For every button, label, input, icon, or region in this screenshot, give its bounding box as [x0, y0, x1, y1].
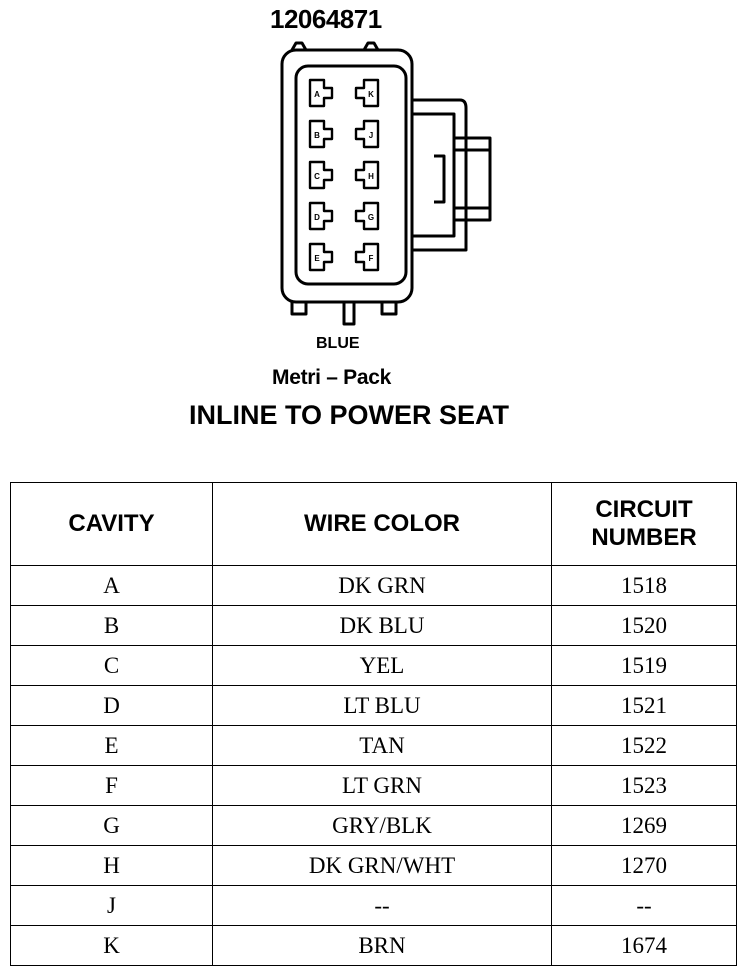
cell-circuit-number: 1523: [552, 766, 737, 806]
cell-circuit-number: 1521: [552, 686, 737, 726]
cell-circuit-number: 1270: [552, 846, 737, 886]
cavity-k: [356, 80, 378, 106]
header-cavity: CAVITY: [11, 483, 213, 566]
cavity-label: A: [314, 90, 320, 99]
header-circuit-line1: CIRCUIT: [595, 496, 693, 523]
cell-wire-color: LT GRN: [213, 766, 552, 806]
cell-wire-color: YEL: [213, 646, 552, 686]
table-row: [11, 646, 737, 686]
cavity-j: [356, 121, 378, 147]
bottom-foot-right: [382, 302, 396, 314]
bottom-key: [344, 302, 354, 324]
bottom-foot-left: [292, 302, 306, 314]
table-row: [11, 846, 737, 886]
cell-circuit-number: 1519: [552, 646, 737, 686]
cell-circuit-number: 1520: [552, 606, 737, 646]
header-circuit-line2: NUMBER: [591, 524, 697, 551]
cavity-d: [310, 203, 332, 229]
cell-cavity: K: [11, 926, 213, 966]
cell-circuit-number: 1269: [552, 806, 737, 846]
cavity-label: E: [314, 254, 320, 263]
cell-wire-color: BRN: [213, 926, 552, 966]
side-latch-inner: [412, 114, 454, 236]
header-circuit-number: [552, 483, 737, 566]
cell-wire-color: LT BLU: [213, 686, 552, 726]
cell-wire-color: --: [213, 886, 552, 926]
cell-cavity: J: [11, 886, 213, 926]
part-number: 12064871: [270, 4, 382, 34]
cell-cavity: G: [11, 806, 213, 846]
table-row: [11, 606, 737, 646]
table-row: [11, 726, 737, 766]
cavity-a: [310, 80, 332, 106]
cavity-label: J: [368, 131, 374, 140]
side-latch-outer: [412, 100, 466, 250]
connector-title: INLINE TO POWER SEAT: [189, 400, 510, 430]
cavity-label: C: [314, 172, 320, 181]
table-row: [11, 926, 737, 966]
connector-series-label: Metri – Pack: [272, 366, 391, 389]
cavity-c: [310, 162, 332, 188]
pinout-table: [10, 482, 737, 966]
connector-housing: [282, 50, 412, 302]
table-row: [11, 686, 737, 726]
header-wire-color: WIRE COLOR: [213, 483, 552, 566]
table-row: [11, 566, 737, 606]
cell-circuit-number: 1522: [552, 726, 737, 766]
cell-circuit-number: --: [552, 886, 737, 926]
cavity-b: [310, 121, 332, 147]
cell-wire-color: DK BLU: [213, 606, 552, 646]
cell-circuit-number: 1674: [552, 926, 737, 966]
cell-wire-color: DK GRN: [213, 566, 552, 606]
connector-face: [296, 66, 406, 284]
cavity-h: [356, 162, 378, 188]
cell-cavity: C: [11, 646, 213, 686]
cavity-label: H: [368, 172, 374, 181]
cavity-label: D: [314, 213, 320, 222]
cavity-label: K: [368, 90, 374, 99]
cell-cavity: D: [11, 686, 213, 726]
cell-cavity: B: [11, 606, 213, 646]
cell-wire-color: TAN: [213, 726, 552, 766]
connector-diagram: [270, 38, 510, 328]
table-header-row: [11, 483, 737, 566]
table-row: [11, 806, 737, 846]
cell-cavity: F: [11, 766, 213, 806]
cell-wire-color: GRY/BLK: [213, 806, 552, 846]
cell-circuit-number: 1518: [552, 566, 737, 606]
connector-color-label: BLUE: [316, 335, 360, 352]
cell-wire-color: DK GRN/WHT: [213, 846, 552, 886]
cavity-g: [356, 203, 378, 229]
table-row: [11, 766, 737, 806]
side-latch-ramp: [434, 156, 444, 202]
cavity-label: G: [367, 213, 375, 222]
cavity-group: [310, 80, 378, 270]
cell-cavity: H: [11, 846, 213, 886]
cavity-f: [356, 244, 378, 270]
table-row: [11, 886, 737, 926]
cavity-label: F: [368, 254, 374, 263]
cell-cavity: A: [11, 566, 213, 606]
cavity-label: B: [314, 131, 320, 140]
cell-cavity: E: [11, 726, 213, 766]
cavity-e: [310, 244, 332, 270]
